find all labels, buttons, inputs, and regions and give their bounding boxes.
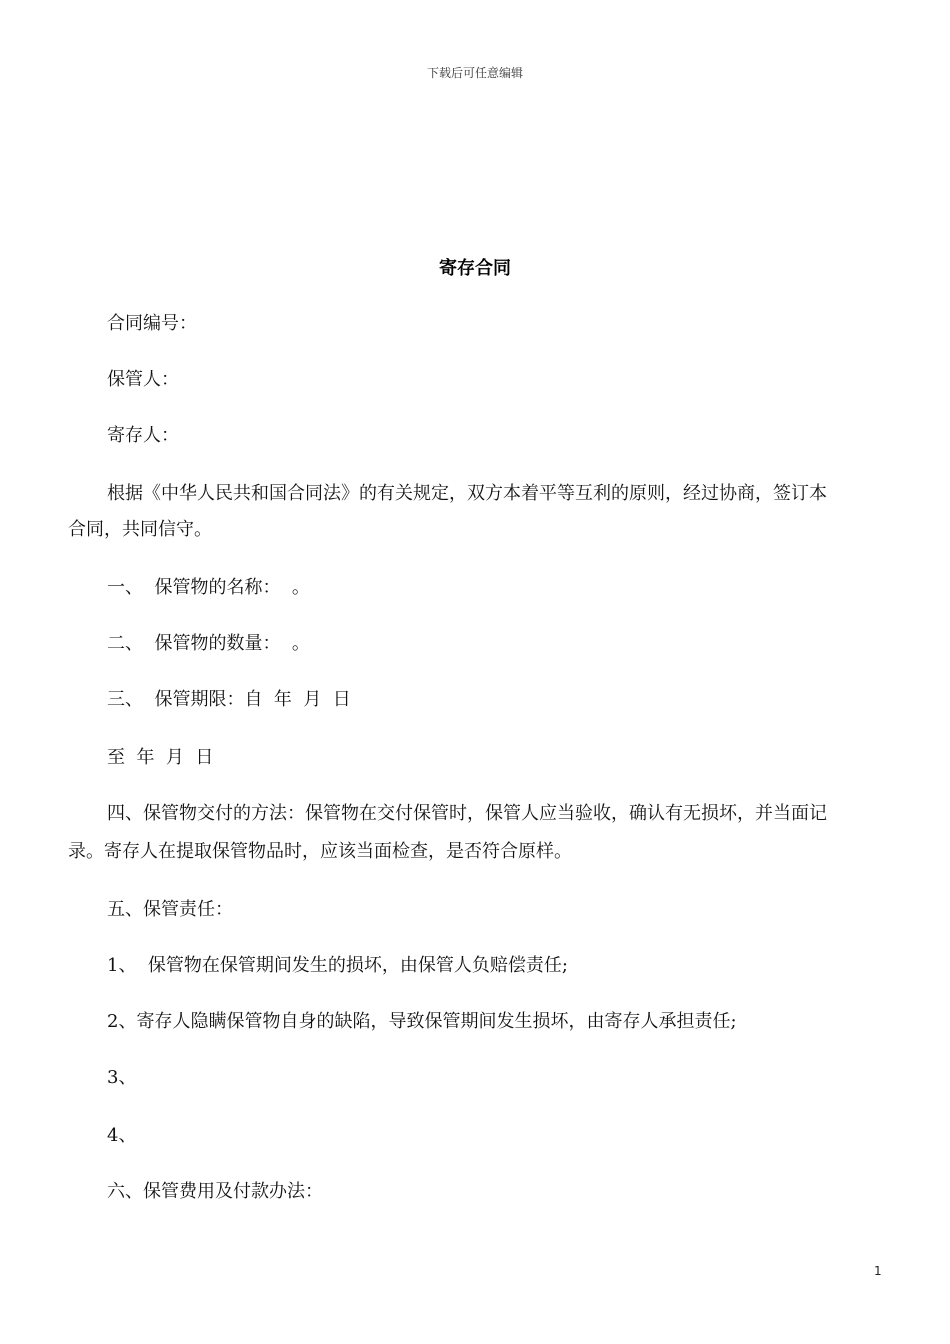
page-number: 1	[874, 1264, 882, 1278]
clause-1-item-name: 一、 保管物的名称： 。	[107, 577, 310, 598]
clause-5-sub-2: 2、寄存人隐瞒保管物自身的缺陷，导致保管期间发生损坏，由寄存人承担责任;	[107, 1011, 737, 1032]
contract-number-line: 合同编号：	[107, 313, 197, 334]
clause-3-period-end: 至 年 月 日	[107, 747, 214, 768]
preamble-line-2: 合同，共同信守。	[68, 519, 212, 540]
clause-5-heading: 五、保管责任：	[107, 899, 233, 920]
clause-5-sub-4: 4、	[107, 1125, 137, 1146]
clause-5-sub-1: 1、 保管物在保管期间发生的损坏，由保管人负赔偿责任;	[107, 955, 568, 976]
clause-4-line-1: 四、保管物交付的方法：保管物在交付保管时，保管人应当验收，确认有无损坏，并当面记	[107, 803, 827, 824]
clause-3-storage-period: 三、 保管期限：自 年 月 日	[107, 689, 351, 710]
depositor-line: 寄存人：	[107, 425, 179, 446]
clause-6-heading: 六、保管费用及付款办法：	[107, 1181, 323, 1202]
clause-2-item-quantity: 二、 保管物的数量： 。	[107, 633, 310, 654]
clause-4-line-2: 录。寄存人在提取保管物品时，应该当面检查，是否符合原样。	[68, 841, 572, 862]
preamble-line-1: 根据《中华人民共和国合同法》的有关规定，双方本着平等互利的原则，经过协商，签订本	[107, 483, 827, 504]
page-header-note: 下载后可任意编辑	[426, 66, 523, 80]
clause-5-sub-3: 3、	[107, 1067, 137, 1088]
document-title: 寄存合同	[439, 258, 511, 279]
custodian-line: 保管人：	[107, 369, 179, 390]
